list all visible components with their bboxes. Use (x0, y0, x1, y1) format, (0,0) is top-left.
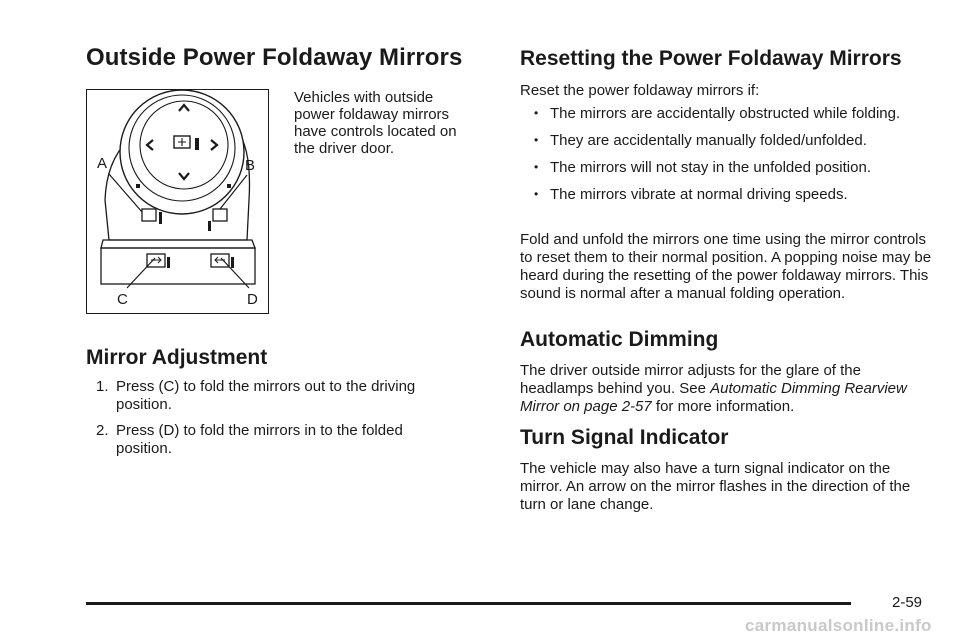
bullet-text: The mirrors are accidentally obstructed while folding. (550, 105, 901, 122)
list-item (520, 158, 930, 177)
step-number: 1. (96, 378, 109, 395)
bullet: • (534, 160, 539, 174)
resetting-paragraph: Fold and unfold the mirrors one time using the mirror controls to reset them to their normal position. A popping noise may be heard during the resetting of the power foldaway mirrors. This sound is normal after a manual folding operation. (520, 231, 932, 302)
dimming-text-before: The driver outside mirror adjusts for the glare of the headlamps behind you. See (520, 362, 861, 397)
label-b: B (245, 157, 256, 174)
mirror-controls-figure (86, 89, 269, 314)
mirror-controls-diagram (87, 90, 267, 312)
heading-mirror-adjustment: Mirror Adjustment (86, 346, 268, 369)
list-item (520, 185, 930, 204)
footer-rule (86, 602, 851, 605)
heading-turn-signal: Turn Signal Indicator (520, 426, 729, 449)
figure-caption: Vehicles with outside power foldaway mirrors have controls located on the driver door. (294, 89, 457, 157)
adjustment-steps (86, 378, 456, 466)
label-a: A (97, 155, 108, 172)
heading-automatic-dimming: Automatic Dimming (520, 328, 719, 351)
list-item (520, 104, 930, 123)
list-item (86, 422, 456, 458)
bullet: • (534, 187, 539, 201)
automatic-dimming-text (520, 362, 930, 416)
step-number: 2. (96, 422, 109, 439)
turn-signal-text: The vehicle may also have a turn signal indicator on the mirror. An arrow on the mirror flashes in the direction of the turn or lane change. (520, 460, 911, 513)
step-text: Press (D) to fold the mirrors in to the folded position. (116, 422, 403, 457)
bullet-text: The mirrors will not stay in the unfolded position. (550, 159, 871, 176)
bullet-text: The mirrors vibrate at normal driving speeds. (550, 186, 848, 203)
page-title: Outside Power Foldaway Mirrors (86, 44, 463, 71)
list-item (520, 131, 930, 150)
cross-reference-link[interactable]: Automatic Dimming Rearview Mirror on page 2-57 (520, 380, 907, 415)
resetting-intro: Reset the power foldaway mirrors if: (520, 82, 760, 99)
dimming-text-after: for more information. (651, 398, 795, 415)
heading-resetting: Resetting the Power Foldaway Mirrors (520, 47, 902, 70)
reset-conditions-list (520, 104, 930, 212)
bullet-text: They are accidentally manually folded/unfolded. (550, 132, 867, 149)
label-c: C (117, 291, 128, 308)
bullet: • (534, 106, 539, 120)
step-text: Press (C) to fold the mirrors out to the driving position. (116, 378, 416, 413)
watermark: carmanualsonline.info (745, 616, 932, 635)
list-item (86, 378, 456, 414)
page-number: 2-59 (892, 594, 923, 611)
label-d: D (247, 291, 258, 308)
bullet: • (534, 133, 539, 147)
